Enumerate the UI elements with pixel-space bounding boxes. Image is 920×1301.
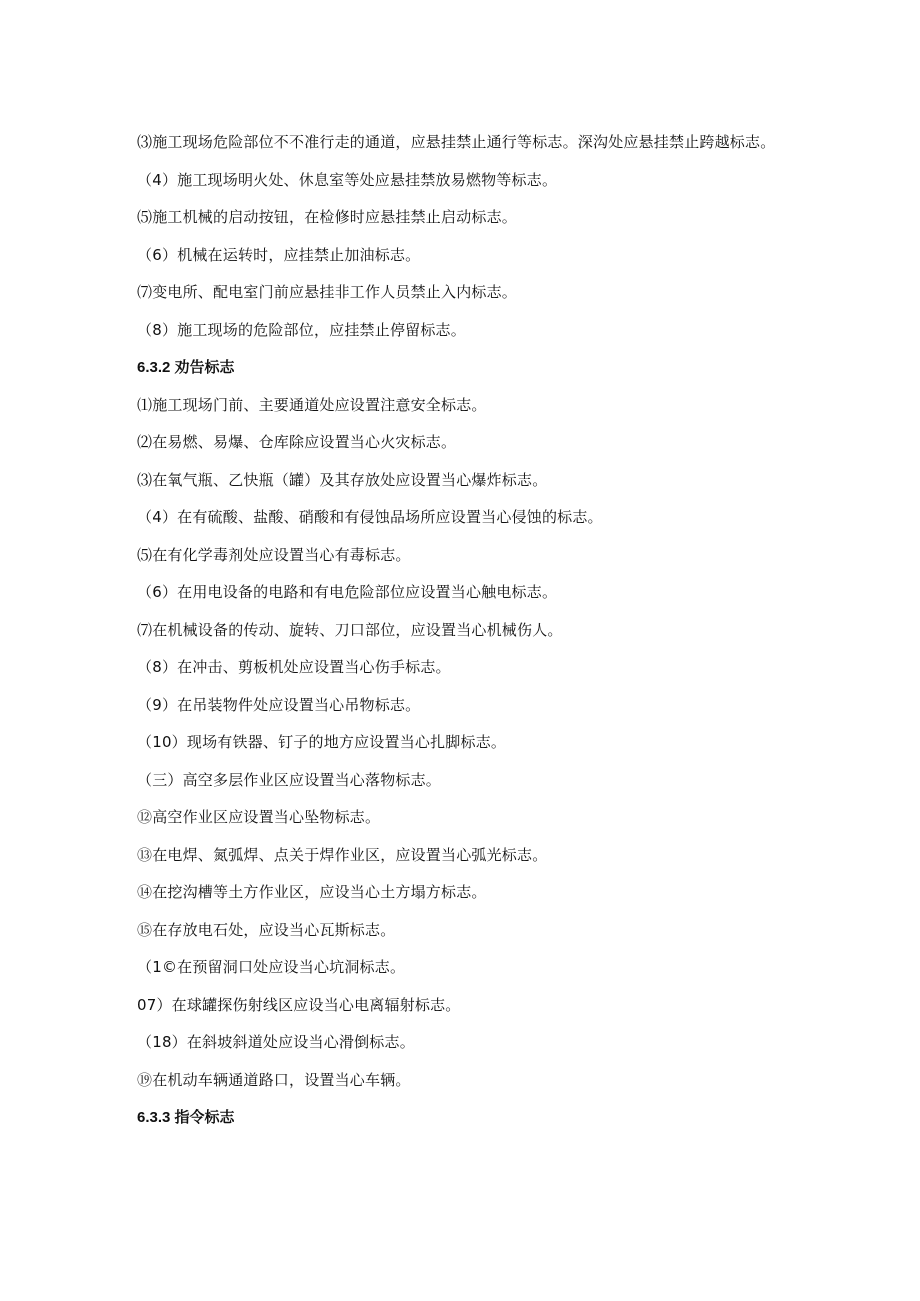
- paragraph-warning-14: ⑭在挖沟槽等土方作业区，应设当心土方塌方标志。: [137, 883, 487, 901]
- paragraph-warning-1: ⑴施工现场门前、主要通道处应设置注意安全标志。: [137, 395, 487, 414]
- paragraph-item-4-open-flame: （4）施工现场明火处、休息室等处应悬挂禁放易燃物等标志。: [137, 170, 558, 189]
- paragraph-item-8-no-stay: （8）施工现场的危险部位，应挂禁止停留标志。: [137, 320, 466, 339]
- paragraph-item-3-no-walk: ⑶施工现场危险部位不不准行走的通道，应悬挂禁止通行等标志。深沟处应悬挂禁止跨越标志。: [137, 133, 776, 151]
- paragraph-warning-19: ⑲在机动车辆通道路口，设置当心车辆。: [137, 1070, 411, 1089]
- paragraph-item-5-start-button: ⑸施工机械的启动按钮，在检修时应悬挂禁止启动标志。: [137, 208, 518, 226]
- paragraph-warning-17: 07）在球罐探伤射线区应设当心电离辐射标志。: [137, 995, 461, 1014]
- paragraph-warning-12: ⑫高空作业区应设置当心坠物标志。: [137, 808, 381, 826]
- section-heading-6-3-2: 6.3.2 劝告标志: [137, 359, 235, 376]
- paragraph-warning-15: ⑮在存放电石处，应设当心瓦斯标志。: [137, 920, 396, 939]
- paragraph-item-6-no-refuel: （6）机械在运转时，应挂禁止加油标志。: [137, 245, 421, 264]
- paragraph-warning-2: ⑵在易燃、易爆、仓库除应设置当心火灾标志。: [137, 433, 457, 451]
- paragraph-warning-7: ⑺在机械设备的传动、旋转、刀口部位，应设置当心机械伤人。: [137, 620, 563, 639]
- paragraph-warning-3: ⑶在氧气瓶、乙快瓶（罐）及其存放处应设置当心爆炸标志。: [137, 470, 548, 489]
- paragraph-warning-4: （4）在有硫酸、盐酸、硝酸和有侵蚀品场所应设置当心侵蚀的标志。: [137, 508, 603, 526]
- paragraph-warning-10: （10）现场有铁器、钉子的地方应设置当心扎脚标志。: [137, 733, 507, 751]
- section-heading-6-3-3: 6.3.3 指令标志: [137, 1109, 235, 1126]
- document-body: [137, 124, 797, 1137]
- paragraph-warning-8: （8）在冲击、剪板机处应设置当心伤手标志。: [137, 658, 451, 676]
- paragraph-warning-9: （9）在吊装物件处应设置当心吊物标志。: [137, 695, 421, 714]
- paragraph-warning-5: ⑸在有化学毒剂处应设置当心有毒标志。: [137, 545, 411, 564]
- paragraph-warning-11: （三）高空多层作业区应设置当心落物标志。: [137, 770, 442, 789]
- paragraph-warning-6: （6）在用电设备的电路和有电危险部位应设置当心触电标志。: [137, 583, 558, 601]
- paragraph-warning-18: （18）在斜坡斜道处应设当心滑倒标志。: [137, 1033, 415, 1051]
- paragraph-item-7-substation: ⑺变电所、配电室门前应悬挂非工作人员禁止入内标志。: [137, 283, 518, 301]
- paragraph-warning-16: （1©在预留洞口处应设当心坑洞标志。: [137, 958, 406, 976]
- paragraph-warning-13: ⑬在电焊、氮弧焊、点关于焊作业区，应设置当心弧光标志。: [137, 845, 548, 864]
